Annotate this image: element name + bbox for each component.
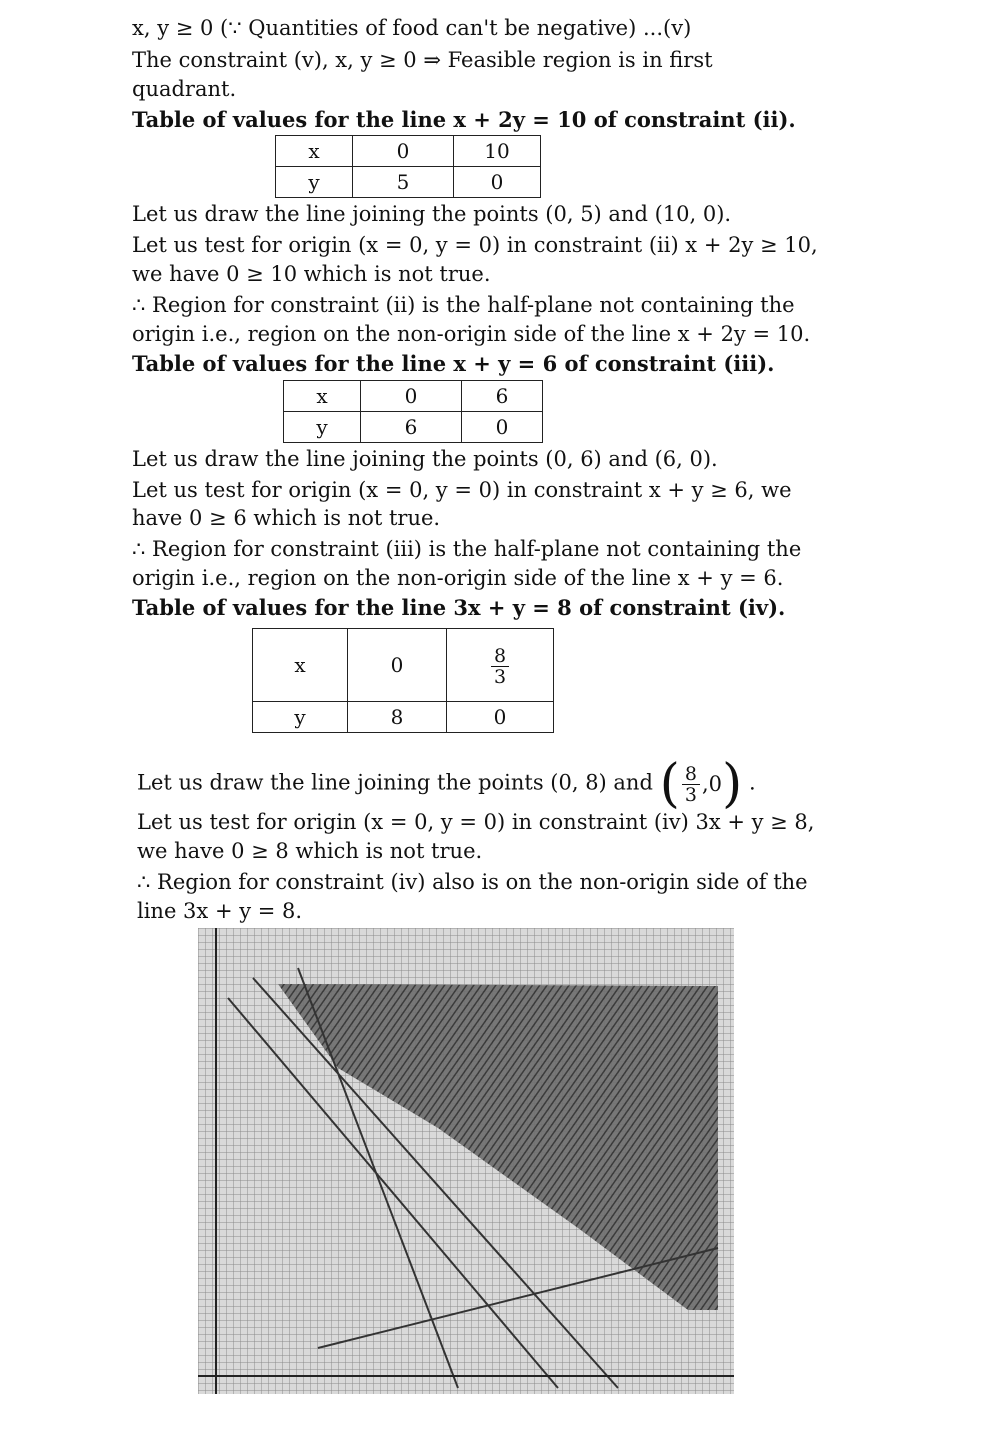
line-origin-iii: origin i.e., region on the non-origin side of the line x + y = 6. — [132, 566, 784, 590]
table-cell: 0 — [348, 629, 447, 702]
line-region-ii: ∴ Region for constraint (ii) is the half-plane not containing the — [132, 293, 795, 317]
graph-image — [198, 928, 734, 1394]
table-header-x: x — [284, 381, 361, 412]
table-cell: 10 — [454, 136, 541, 167]
line-draw-iii: Let us draw the line joining the points (0, 6) and (6, 0). — [132, 447, 718, 471]
table-cell: 8 — [348, 702, 447, 733]
line-result-iii: have 0 ≥ 6 which is not true. — [132, 506, 441, 530]
line-result-ii: we have 0 ≥ 10 which is not true. — [132, 262, 491, 286]
line-draw-ii: Let us draw the line joining the points (0, 5) and (10, 0). — [132, 202, 732, 226]
line-region-iv: ∴ Region for constraint (iv) also is on the non-origin side of the — [137, 870, 808, 894]
table-cell: 6 — [462, 381, 543, 412]
line-draw-iv: Let us draw the line joining the points (0, 8) and ( $\frac{8}{3}$ , 0 ) . — [137, 754, 756, 814]
heading-table-ii: Table of values for the line x + 2y = 10 of constraint (ii). — [132, 107, 796, 132]
heading-table-iv: Table of values for the line 3x + y = 8 of constraint (iv). — [132, 595, 786, 620]
table-cell: 0 — [462, 412, 543, 443]
heading-table-iii: Table of values for the line x + y = 6 of constraint (iii). — [132, 351, 775, 376]
point-y: 0 — [708, 772, 723, 796]
values-table-iii — [283, 380, 543, 443]
table-header-x: x — [253, 629, 348, 702]
table-header-y: y — [253, 702, 348, 733]
table-cell-fraction — [447, 629, 554, 702]
line-origin-ii: origin i.e., region on the non-origin side of the line x + 2y = 10. — [132, 322, 811, 346]
table-cell: 6 — [361, 412, 462, 443]
line-test-iv: Let us test for origin (x = 0, y = 0) in constraint (iv) 3x + y ≥ 8, — [137, 810, 815, 834]
table-cell: 5 — [353, 167, 454, 198]
table-cell: 0 — [353, 136, 454, 167]
table-cell: 0 — [361, 381, 462, 412]
values-table-iv — [252, 628, 554, 733]
values-table-ii — [275, 135, 541, 198]
fraction-numerator: 8 — [491, 646, 509, 667]
table-header-y: y — [284, 412, 361, 443]
line-nonnegativity: x, y ≥ 0 (∵ Quantities of food can't be negative) ...(v) — [132, 16, 692, 40]
table-cell: 0 — [447, 702, 554, 733]
table-cell: 0 — [454, 167, 541, 198]
line-test-iii: Let us test for origin (x = 0, y = 0) in constraint x + y ≥ 6, we — [132, 478, 792, 502]
table-header-x: x — [276, 136, 353, 167]
point-denominator: 3 — [684, 783, 697, 806]
point-fraction: ( $\frac{8}{3}$ , 0 ) — [659, 754, 743, 814]
line-test-ii: Let us test for origin (x = 0, y = 0) in constraint (ii) x + 2y ≥ 10, — [132, 233, 818, 257]
line-feasible-quadrant: The constraint (v), x, y ≥ 0 ⇒ Feasible region is in first — [132, 48, 713, 72]
fraction-denominator: 3 — [493, 666, 507, 688]
line-graph-iv: line 3x + y = 8. — [137, 899, 303, 923]
line-quadrant: quadrant. — [132, 77, 237, 101]
point-numerator: 8 — [682, 764, 700, 785]
draw-iv-text: Let us draw the line joining the points (0, 8) and — [137, 770, 653, 795]
line-region-iii: ∴ Region for constraint (iii) is the half-plane not containing the — [132, 537, 802, 561]
table-header-y: y — [276, 167, 353, 198]
line-result-iv: we have 0 ≥ 8 which is not true. — [137, 839, 483, 863]
